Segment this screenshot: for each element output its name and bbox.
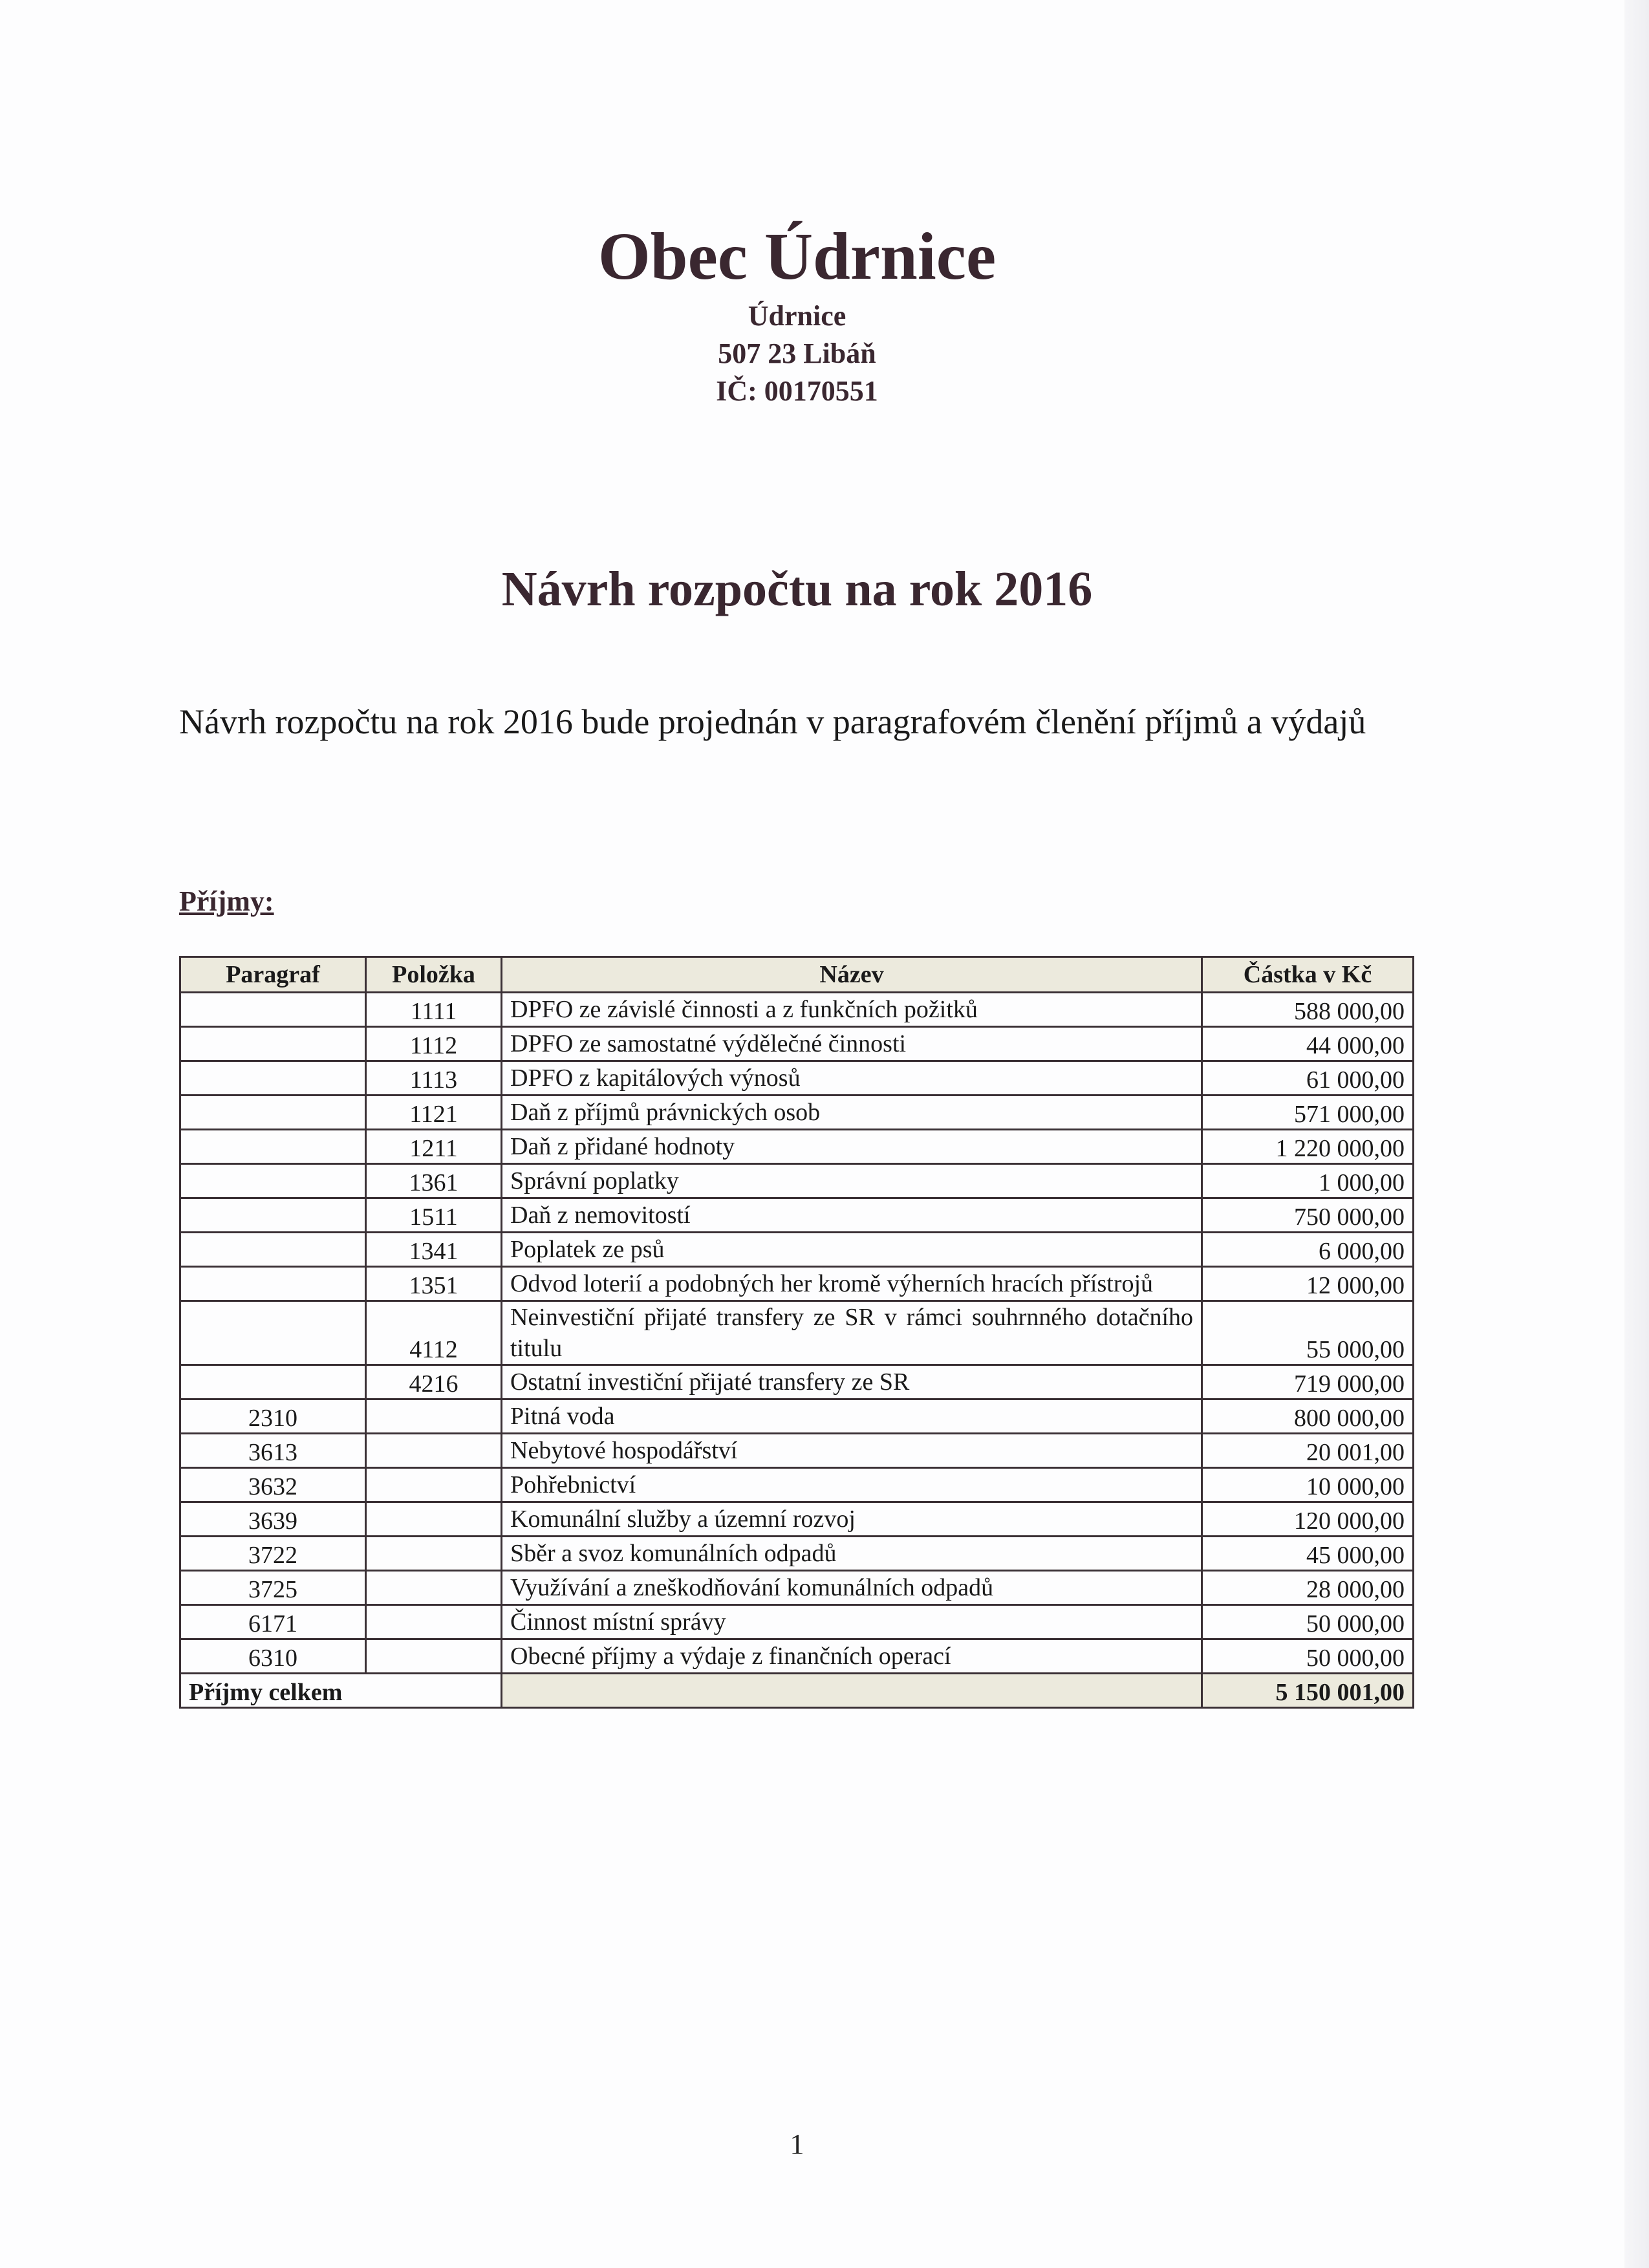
total-row (180, 1674, 1414, 1708)
table-row (180, 1365, 1414, 1399)
cell-castka: 6 000,00 (1202, 1233, 1414, 1267)
table-row (180, 1605, 1414, 1639)
page-number: 1 (790, 2128, 804, 2160)
cell-castka: 50 000,00 (1202, 1639, 1414, 1674)
address-line-1: Údrnice (748, 299, 846, 332)
table-row (180, 1130, 1414, 1164)
cell-nazev: Obecné příjmy a výdaje z finančních operací (502, 1639, 1202, 1674)
cell-castka: 20 001,00 (1202, 1434, 1414, 1468)
column-header-polozka: Položka (366, 957, 502, 993)
cell-castka: 571 000,00 (1202, 1096, 1414, 1130)
cell-castka: 800 000,00 (1202, 1399, 1414, 1434)
cell-nazev: Sběr a svoz komunálních odpadů (502, 1537, 1202, 1571)
cell-polozka (366, 1502, 502, 1537)
cell-paragraf (180, 1164, 366, 1198)
column-header-castka: Částka v Kč (1202, 957, 1414, 993)
cell-nazev: Nebytové hospodářství (502, 1434, 1202, 1468)
intro-paragraph: Návrh rozpočtu na rok 2016 bude projednán v paragrafovém členění příjmů a výdajů (179, 702, 1366, 741)
cell-polozka: 1121 (366, 1096, 502, 1130)
table-row (180, 993, 1414, 1027)
table-row (180, 1061, 1414, 1096)
cell-castka: 28 000,00 (1202, 1571, 1414, 1605)
total-empty-cell (502, 1674, 1202, 1708)
cell-polozka (366, 1537, 502, 1571)
table-row (180, 1537, 1414, 1571)
document-header (0, 217, 1594, 410)
table-row (180, 1468, 1414, 1502)
cell-paragraf: 3722 (180, 1537, 366, 1571)
cell-paragraf: 6310 (180, 1639, 366, 1674)
column-header-paragraf: Paragraf (180, 957, 366, 993)
cell-paragraf (180, 1130, 366, 1164)
table-row (180, 1434, 1414, 1468)
cell-polozka: 4112 (366, 1301, 502, 1365)
cell-paragraf: 3639 (180, 1502, 366, 1537)
cell-paragraf: 6171 (180, 1605, 366, 1639)
table-row (180, 1267, 1414, 1301)
cell-nazev: Daň z příjmů právnických osob (502, 1096, 1202, 1130)
table-row (180, 1502, 1414, 1537)
table-row (180, 1198, 1414, 1233)
table-row (180, 1571, 1414, 1605)
cell-castka: 1 220 000,00 (1202, 1130, 1414, 1164)
cell-nazev: Pohřebnictví (502, 1468, 1202, 1502)
cell-paragraf (180, 1027, 366, 1061)
cell-paragraf: 3725 (180, 1571, 366, 1605)
table-body (180, 993, 1414, 1674)
cell-paragraf: 3613 (180, 1434, 366, 1468)
total-value: 5 150 001,00 (1202, 1674, 1414, 1708)
table-row (180, 1301, 1414, 1365)
page-edge (1624, 0, 1649, 2268)
column-header-nazev: Název (502, 957, 1202, 993)
table-row (180, 1027, 1414, 1061)
cell-paragraf: 3632 (180, 1468, 366, 1502)
section-label-income: Příjmy: (179, 885, 274, 917)
cell-paragraf (180, 1096, 366, 1130)
cell-polozka: 1361 (366, 1164, 502, 1198)
cell-castka: 1 000,00 (1202, 1164, 1414, 1198)
organization-name: Obec Údrnice (598, 219, 997, 294)
cell-nazev: DPFO ze závislé činnosti a z funkčních požitků (502, 993, 1202, 1027)
table-row (180, 1639, 1414, 1674)
cell-polozka: 1511 (366, 1198, 502, 1233)
cell-polozka (366, 1434, 502, 1468)
cell-polozka: 1111 (366, 993, 502, 1027)
document-title: Návrh rozpočtu na rok 2016 (501, 562, 1093, 616)
cell-paragraf: 2310 (180, 1399, 366, 1434)
cell-nazev: Daň z přidané hodnoty (502, 1130, 1202, 1164)
cell-nazev: Komunální služby a územní rozvoj (502, 1502, 1202, 1537)
cell-nazev: Odvod loterií a podobných her kromě výherních hracích přístrojů (502, 1267, 1202, 1301)
cell-polozka (366, 1605, 502, 1639)
cell-nazev: Správní poplatky (502, 1164, 1202, 1198)
cell-paragraf (180, 993, 366, 1027)
cell-polozka: 1341 (366, 1233, 502, 1267)
cell-nazev: Ostatní investiční přijaté transfery ze SR (502, 1365, 1202, 1399)
cell-paragraf (180, 1365, 366, 1399)
cell-polozka: 1351 (366, 1267, 502, 1301)
cell-paragraf (180, 1233, 366, 1267)
cell-polozka (366, 1571, 502, 1605)
cell-paragraf (180, 1301, 366, 1365)
cell-polozka: 1113 (366, 1061, 502, 1096)
cell-nazev: Využívání a zneškodňování komunálních odpadů (502, 1571, 1202, 1605)
table-header-row (180, 957, 1414, 993)
cell-castka: 12 000,00 (1202, 1267, 1414, 1301)
cell-polozka: 4216 (366, 1365, 502, 1399)
cell-polozka (366, 1468, 502, 1502)
cell-nazev: Poplatek ze psů (502, 1233, 1202, 1267)
cell-castka: 719 000,00 (1202, 1365, 1414, 1399)
cell-paragraf (180, 1198, 366, 1233)
cell-nazev: DPFO z kapitálových výnosů (502, 1061, 1202, 1096)
cell-polozka: 1211 (366, 1130, 502, 1164)
cell-paragraf (180, 1061, 366, 1096)
table-row (180, 1399, 1414, 1434)
cell-castka: 750 000,00 (1202, 1198, 1414, 1233)
cell-nazev: Pitná voda (502, 1399, 1202, 1434)
cell-polozka: 1112 (366, 1027, 502, 1061)
cell-paragraf (180, 1267, 366, 1301)
table-row (180, 1233, 1414, 1267)
cell-castka: 120 000,00 (1202, 1502, 1414, 1537)
table-row (180, 1164, 1414, 1198)
cell-polozka (366, 1399, 502, 1434)
cell-castka: 61 000,00 (1202, 1061, 1414, 1096)
income-table (179, 956, 1414, 1709)
cell-castka: 50 000,00 (1202, 1605, 1414, 1639)
cell-castka: 10 000,00 (1202, 1468, 1414, 1502)
cell-castka: 55 000,00 (1202, 1301, 1414, 1365)
cell-nazev: DPFO ze samostatné výdělečné činnosti (502, 1027, 1202, 1061)
cell-castka: 45 000,00 (1202, 1537, 1414, 1571)
cell-nazev: Daň z nemovitostí (502, 1198, 1202, 1233)
cell-polozka (366, 1639, 502, 1674)
cell-nazev: Neinvestiční přijaté transfery ze SR v rámci souhrnného dotačního titulu (502, 1301, 1202, 1365)
cell-castka: 588 000,00 (1202, 993, 1414, 1027)
cell-castka: 44 000,00 (1202, 1027, 1414, 1061)
company-id: IČ: 00170551 (716, 374, 878, 407)
cell-nazev: Činnost místní správy (502, 1605, 1202, 1639)
address-line-2: 507 23 Libáň (718, 337, 876, 369)
total-label: Příjmy celkem (180, 1674, 502, 1708)
table-row (180, 1096, 1414, 1130)
